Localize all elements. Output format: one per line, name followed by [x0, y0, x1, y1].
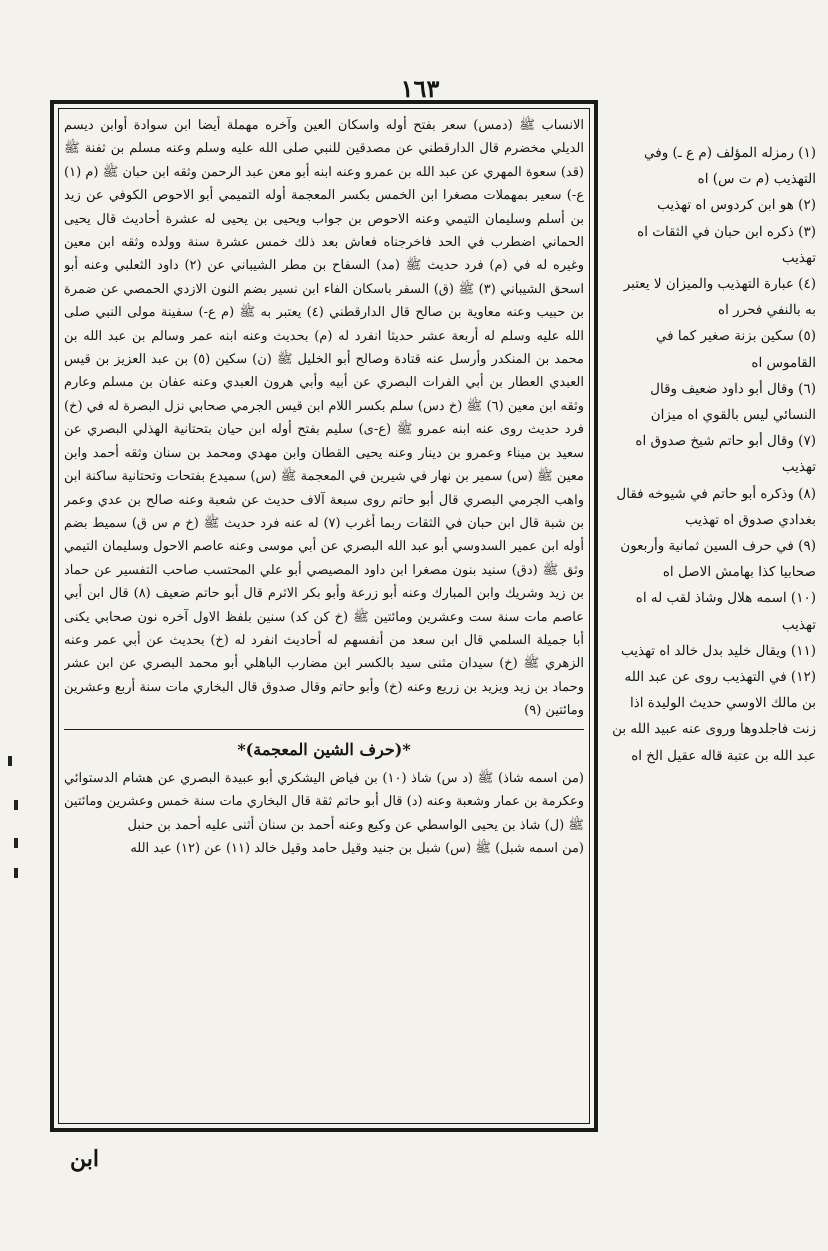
margin-note: (٧) وقال أبو حاتم شيخ صدوق اه تهذيب: [635, 433, 816, 476]
margin-note: (٦) وقال أبو داود ضعيف وقال النسائي ليس بالقوي اه ميزان: [650, 380, 816, 424]
margin-note: (١٢) في التهذيب روى عن عبد الله بن مالك الاوسي حديث الوليدة اذا زنت فاجلدوها وروى عنه عبيد الله بن عبد الله بن عتبة قاله عقيل الخ اه: [612, 669, 816, 764]
scan-mark: [8, 756, 12, 766]
margin-note: (٣) ذكره ابن حبان في الثقات اه تهذيب: [637, 223, 816, 266]
catchword: ابن: [70, 1146, 99, 1172]
section-paragraph: (من اسمه شاذ) ﷺ (د س) شاذ (١٠) بن فياض اليشكري أبو عبيدة البصري عن هشام الدستوائي وعكرمة بن عمار وشعبة وعنه (د) قال أبو حاتم ثقة قال البخاري مات سنة خمس وعشرين ومائتين ﷺ (ل) شاذ بن يحيى الواسطي عن وكيع وعنه أحمد بن سنان أثنى عليه أحمد بن حنبل: [64, 770, 584, 833]
margin-note: (٢) هو ابن كردوس اه تهذيب: [657, 197, 816, 214]
main-paragraph: الانساب ﷺ (دمس) سعر بفتح أوله واسكان العين وآخره مهملة أيضا ابن سوادة أوابن ديسم الديلي مخضرم قال الدارقطني عن مصدقين للنبي صلى الله عليه وسلم وعنه مسلم بن ثفنة ﷺ (قد) سعوة المهري عن عبد الله بن عمرو وعنه ابنه أبو معن عبد الرحمن وثقه ابن حبان ﷺ (م (١) ع-) سعير بمهملات مصغرا ابن الخمس بكسر المعجمة أوله التميمي أبو الاحوص الكوفي عن زيد بن أسلم وسليمان التيمي وعنه الاحوص بن جواب ويحيى بن يحيى له عشرة أحاديث قال يحيى الحماني اضطرب في الحد فاخرجناه فعاش بعد ذلك خمس عشرة سنة وولده وثقه ابن معين وغيره له في (م) فرد حديث ﷺ (مد) السفاح بن مطر الشيباني عن (٢) داود الثعلبي وعنه أبو اسحق الشيباني (٣) ﷺ (ق) السفر باسكان الفاء ابن نسير بضم النون الازدي الحمصي عن ضمرة بن حبيب وعنه معاوية بن صالح قال الدارقطني (٤) يعتبر به ﷺ (م ع-) سفينة مولى النبي صلى الله عليه وسلم له أربعة عشر حديثا انفرد له (م) بحديث وعنه ابنه عمر وسالم بن عبد الله بن محمد بن المنكدر وأرسل عنه قتادة وصالح أبو الخليل ﷺ (ن) سكين (٥) بن عبد العزيز بن قيس العبدي العطار بن أبي الفرات البصري عن أبيه وأبي هرون العبدي وعنه عفان بن مسلم وعارم وثقه ابن معين (٦) ﷺ (خ دس) سلم بكسر اللام ابن قيس الجرمي صحابي نزل البصرة له في (خ) فرد حديث روى عنه ابنه عمرو ﷺ (ع-ى) سليم بفتح أوله ابن حيان بتحتانية الهذلي البصري عن سعيد بن ميناء وعمرو بن دينار وعنه يحيى القطان وابن مهدي ومحمد بن سنان وثقه أحمد وابن معين ﷺ (س) سمير بن نهار في شيرين في المعجمة ﷺ (س) سميدع بفتحات وتحتانية ساكنة ابن واهب الجرمي البصري قال أبو حاتم روى سبعة آلاف حديث عن شعبة وعنه صالح بن عدي وعمر بن شبة قال ابن حبان في الثقات ربما أغرب (٧) له عنه فرد حديث ﷺ (خ م س ق) سميط بضم أوله ابن عمير السدوسي أبو عبد الله البصري عن أبي موسى وعنه عاصم الاحول وسليمان التيمي وثق ﷺ (دق) سنيد بنون مصغرا ابن داود المصيصي أبو علي المحتسب صاحب التفسير عن حماد بن زيد وشريك وابن المبارك وعنه أبو زرعة وأبو بكر الاثرم قال أبو حاتم ضعيف (٨) قال ابن أبي عاصم مات سنة ست وعشرين ومائتين ﷺ (خ كن كد) سنين بلفظ الاول آخره نون صحابي يكنى أبا جميلة السلمي قال ابن سعد من أنفسهم له أحاديث انفرد له (خ) بحديث عن أبي عمر وعنه الزهري ﷺ (خ) سيدان مثنى سيد بالكسر ابن مضارب الباهلي أبو محمد البصري عن ابن عشر وحماد بن زيد ويزيد بن زريع وعنه (خ) وأبو حاتم وقال صدوق قال البخاري مات سنة أربع وعشرين ومائتين (٩): [64, 118, 584, 719]
margin-note: (١١) ويقال خليد بدل خالد اه تهذيب: [620, 642, 816, 659]
margin-note: (٨) وذكره أبو حاتم في شيوخه فقال بغدادي صدوق اه تهذيب: [616, 485, 816, 528]
scan-mark: [14, 838, 18, 848]
section-paragraph: (من اسمه شبل) ﷺ (س) شبل بن جنيد وقيل حامد وقيل خالد (١١) عن (١٢) عبد الله: [130, 841, 584, 857]
section-heading: *(حرف الشين المعجمة)*: [237, 739, 411, 759]
scan-mark: [14, 868, 18, 878]
margin-note: (٤) عبارة التهذيب والميزان لا يعتبر به بالنفي فحرر اه: [623, 276, 816, 319]
margin-note: (٩) في حرف السين ثمانية وأربعون صحابيا كذا بهامش الاصل اه: [620, 538, 816, 581]
margin-notes-column: [612, 140, 816, 1170]
section-divider: [64, 729, 584, 730]
page-number: ١٦٣: [400, 74, 440, 103]
margin-note: (١٠) اسمه هلال وشاذ لقب له اه تهذيب: [635, 590, 816, 633]
margin-note: (١) رمزله المؤلف (م ع ـ) وفي التهذيب (م ت س) اه: [644, 145, 816, 188]
margin-note: (٥) سكين بزنة صغير كما في القاموس اه: [655, 328, 816, 371]
scan-mark: [14, 800, 18, 810]
main-text-column: [64, 114, 584, 1120]
